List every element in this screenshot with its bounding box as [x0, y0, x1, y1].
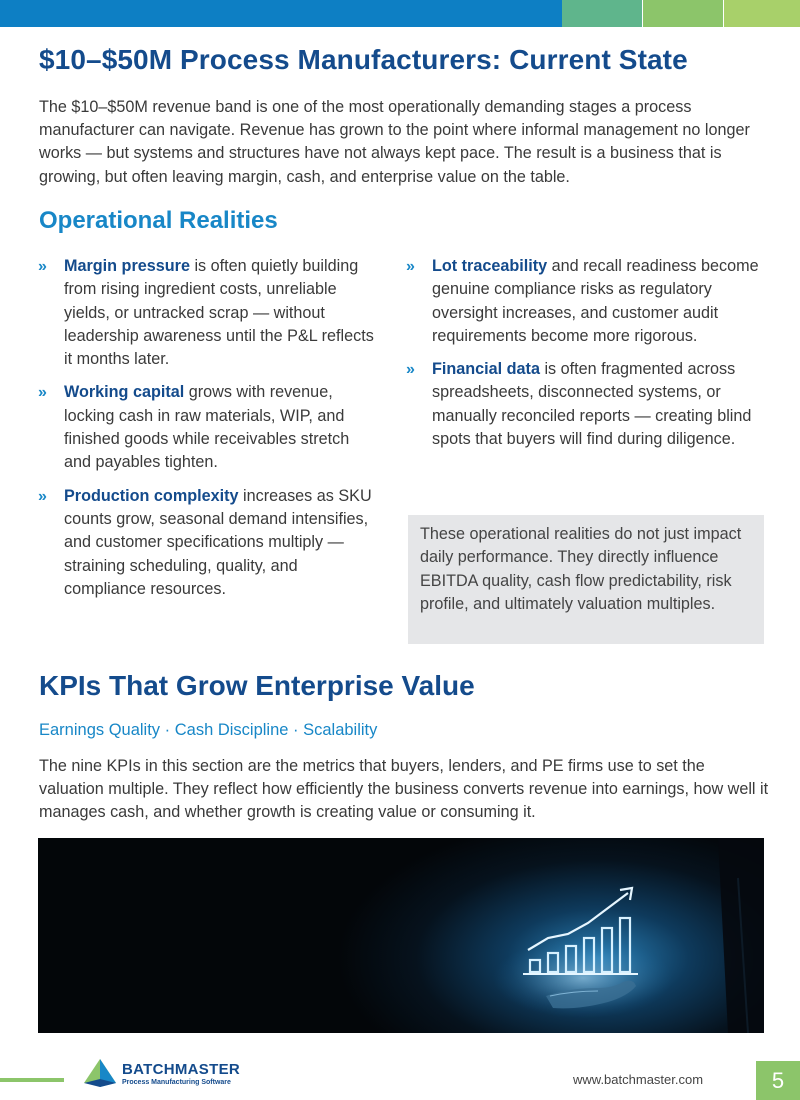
intro-paragraph: The $10–$50M revenue band is one of the most operationally demanding stages a process manufacturer can navigate. Revenue has grown to the point where informal management no longer works — but systems and structures have not always kept pace. The result is a business that is growing, but often leaving margin, cash, and enterprise value on the table. — [39, 98, 750, 186]
callout-box: These operational realities do not just impact daily performance. They directly influence EBITDA quality, cash flow predictability, risk profile, and ultimately valuation multiples. — [408, 515, 764, 644]
page-number: 5 — [756, 1061, 800, 1100]
bullet-lead: Financial data — [432, 360, 540, 379]
bullet-working-capital — [38, 381, 378, 474]
bullet-text: and recall readiness become genuine compliance risks as regulatory oversight increases, and customer audit requirements become more rigorous. — [432, 257, 759, 345]
bullet-lot-traceability — [406, 255, 766, 348]
logo-pyramid-icon — [82, 1057, 118, 1089]
bullet-text: increases as SKU counts grow, seasonal demand intensifies, and customer specifications multiply — straining scheduling, quality, and compliance resources. — [64, 486, 372, 598]
bullet-text: is often quietly building from rising ingredient costs, unreliable yields, or untracked scrap — without leadership awareness until the P&L reflects it months later. — [64, 257, 374, 369]
chevron-right-icon: » — [38, 487, 47, 505]
top-bar-blue-segment — [0, 0, 562, 27]
operational-realities-heading: Operational Realities — [39, 207, 278, 234]
right-bullet-list — [406, 255, 766, 461]
kpis-paragraph: The nine KPIs in this section are the metrics that buyers, lenders, and PE firms use to set the valuation multiple. They reflect how efficiently the business converts revenue into earnings, how well it manages cash, and whether growth is creating value or consuming it. — [39, 757, 769, 822]
footer-url[interactable]: www.batchmaster.com — [573, 1072, 704, 1087]
kpis-subheading: Earnings Quality · Cash Discipline · Scalability — [39, 721, 378, 739]
bullet-lead: Production complexity — [64, 486, 239, 505]
top-bar-teal-segment — [562, 0, 642, 27]
page-title: $10–$50M Process Manufacturers: Current State — [39, 44, 688, 75]
bullet-text: grows with revenue, locking cash in raw materials, WIP, and finished goods while receivables stretch and payables tighten. — [64, 383, 350, 472]
hero-image — [38, 838, 764, 1033]
top-bar-green-segment — [643, 0, 723, 27]
kpis-heading: KPIs That Grow Enterprise Value — [39, 670, 475, 701]
bullet-financial-data — [406, 358, 766, 451]
logo-tagline: Process Manufacturing Software — [122, 1078, 231, 1086]
chevron-right-icon: » — [38, 258, 47, 275]
top-bar-lime-segment — [724, 0, 800, 27]
logo-name: BATCHMASTER — [122, 1060, 241, 1078]
footer-accent-line — [0, 1078, 64, 1082]
chevron-right-icon: » — [406, 258, 415, 275]
bullet-text: is often fragmented across spreadsheets, disconnected systems, or manually reconciled reports — creating blind spots that buyers will find during diligence. — [432, 360, 752, 449]
left-bullet-list — [38, 255, 378, 611]
bullet-lead: Margin pressure — [64, 257, 190, 275]
chevron-right-icon: » — [38, 384, 47, 402]
top-color-bar — [0, 0, 800, 27]
chevron-right-icon: » — [406, 361, 415, 379]
growth-chart-hand-icon — [38, 838, 764, 1033]
bullet-lead: Working capital — [64, 383, 185, 402]
bullet-production-complexity — [38, 485, 378, 601]
bullet-lead: Lot traceability — [432, 257, 548, 275]
batchmaster-logo — [82, 1057, 240, 1089]
bullet-margin-pressure — [38, 255, 378, 371]
